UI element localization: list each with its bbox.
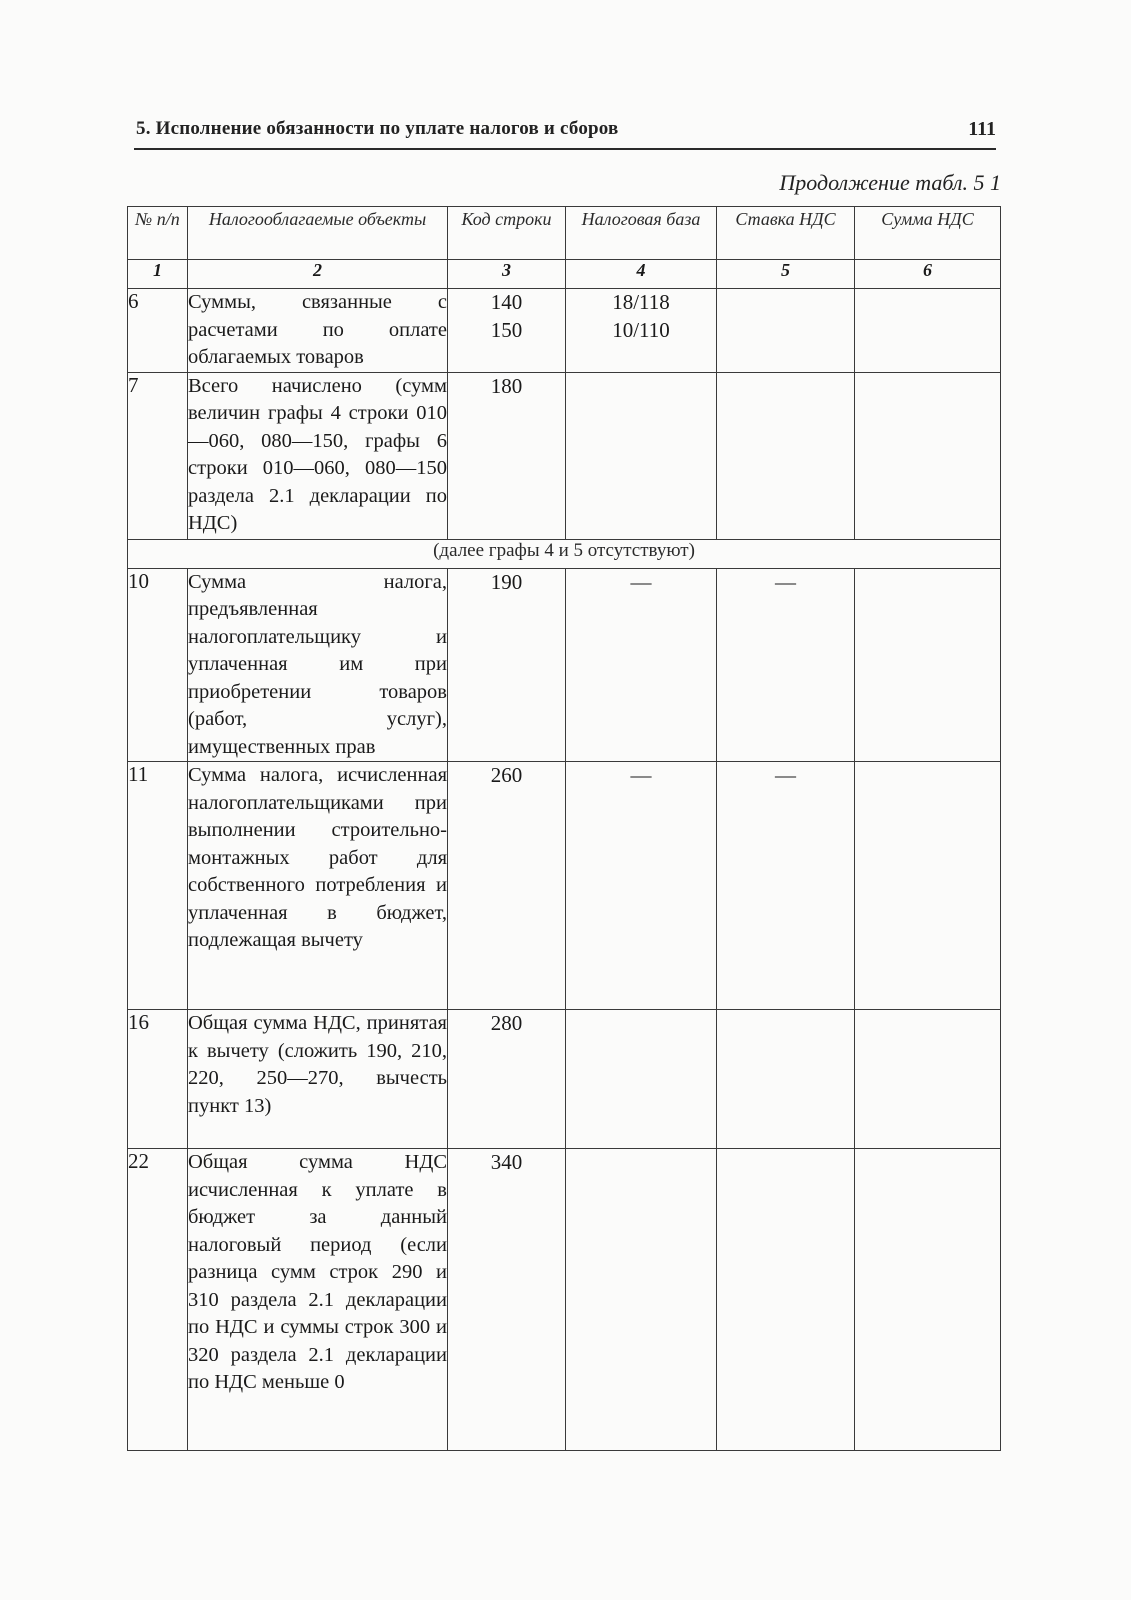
row-object: Общая сумма НДС исчисленная к уплате в бюджет за данный налоговый период (если разница сумм строк 290 и 310 раздела 2.1 декларации по НДС и суммы строк 300 и 320 раздела 2.1 декларации по НДС меньше 0 [188, 1149, 448, 1451]
table-body [128, 289, 1001, 1451]
table-row [128, 762, 1001, 1010]
table-row [128, 568, 1001, 762]
row-base: — [566, 762, 717, 1010]
page-number: 111 [968, 118, 996, 140]
row-object: Всего начислено (сумм величин графы 4 строки 010—060, 080—150, графы 6 строки 010—060, 080—150 раздела 2.1 декларации по НДС) [188, 372, 448, 539]
row-code: 190 [448, 568, 566, 762]
header-row [128, 207, 1001, 260]
row-object: Сумма налога, предъявленная налогоплательщику и уплаченная им при приобретении товаров (работ, услуг), имущественных прав [188, 568, 448, 762]
row-sum [855, 568, 1001, 762]
running-header [134, 112, 996, 150]
column-number-row [128, 260, 1001, 289]
row-code [448, 289, 566, 373]
row-sum [855, 762, 1001, 1010]
col-header: Ставка НДС [717, 207, 855, 260]
row-base [566, 372, 717, 539]
row-rate: — [717, 568, 855, 762]
row-sum [855, 372, 1001, 539]
row-base [566, 1149, 717, 1451]
row-base-text: 18/118 10/110 [612, 290, 670, 342]
table-continuation-label: Продолжение табл. 5 1 [779, 170, 1001, 195]
row-object: Суммы, связанные с расчетами по оплате облагаемых товаров [188, 289, 448, 373]
row-object: Сумма налога, исчисленная налогоплательщиками при выполнении строительно-монтажных работ для собственного потребления и уплаченная в бюджет, подлежащая вычету [188, 762, 448, 1010]
col-header: Налоговая база [566, 207, 717, 260]
row-code: 180 [448, 372, 566, 539]
col-header: Код строки [448, 207, 566, 260]
col-number: 6 [855, 260, 1001, 289]
row-number: 6 [128, 289, 188, 373]
row-code: 280 [448, 1010, 566, 1149]
row-sum [855, 1010, 1001, 1149]
row-number: 22 [128, 1149, 188, 1451]
col-header: Сумма НДС [855, 207, 1001, 260]
table-row [128, 289, 1001, 373]
row-rate [717, 289, 855, 373]
row-sum [855, 289, 1001, 373]
row-code: 260 [448, 762, 566, 1010]
row-rate: — [717, 762, 855, 1010]
span-note: (далее графы 4 и 5 отсутствуют) [128, 539, 1001, 568]
col-number: 4 [566, 260, 717, 289]
row-number: 16 [128, 1010, 188, 1149]
col-number: 2 [188, 260, 448, 289]
row-base [566, 289, 717, 373]
row-base: — [566, 568, 717, 762]
row-number: 11 [128, 762, 188, 1010]
table-row [128, 372, 1001, 539]
row-code: 340 [448, 1149, 566, 1451]
row-base [566, 1010, 717, 1149]
table-row [128, 1010, 1001, 1149]
running-title: 5. Исполнение обязанности по уплате налогов и сборов [136, 118, 619, 139]
table-row [128, 1149, 1001, 1451]
row-number: 7 [128, 372, 188, 539]
row-sum [855, 1149, 1001, 1451]
row-rate [717, 1149, 855, 1451]
col-number: 3 [448, 260, 566, 289]
row-object: Общая сумма НДС, принятая к вычету (сложить 190, 210, 220, 250—270, вычесть пункт 13) [188, 1010, 448, 1149]
col-header: Налогооблагаемые объекты [188, 207, 448, 260]
row-rate [717, 1010, 855, 1149]
col-header: № п/п [128, 207, 188, 260]
col-number: 1 [128, 260, 188, 289]
span-note-row [128, 539, 1001, 568]
vat-table [127, 206, 1001, 1451]
col-number: 5 [717, 260, 855, 289]
row-code-text: 140 150 [490, 290, 523, 342]
row-rate [717, 372, 855, 539]
row-number: 10 [128, 568, 188, 762]
